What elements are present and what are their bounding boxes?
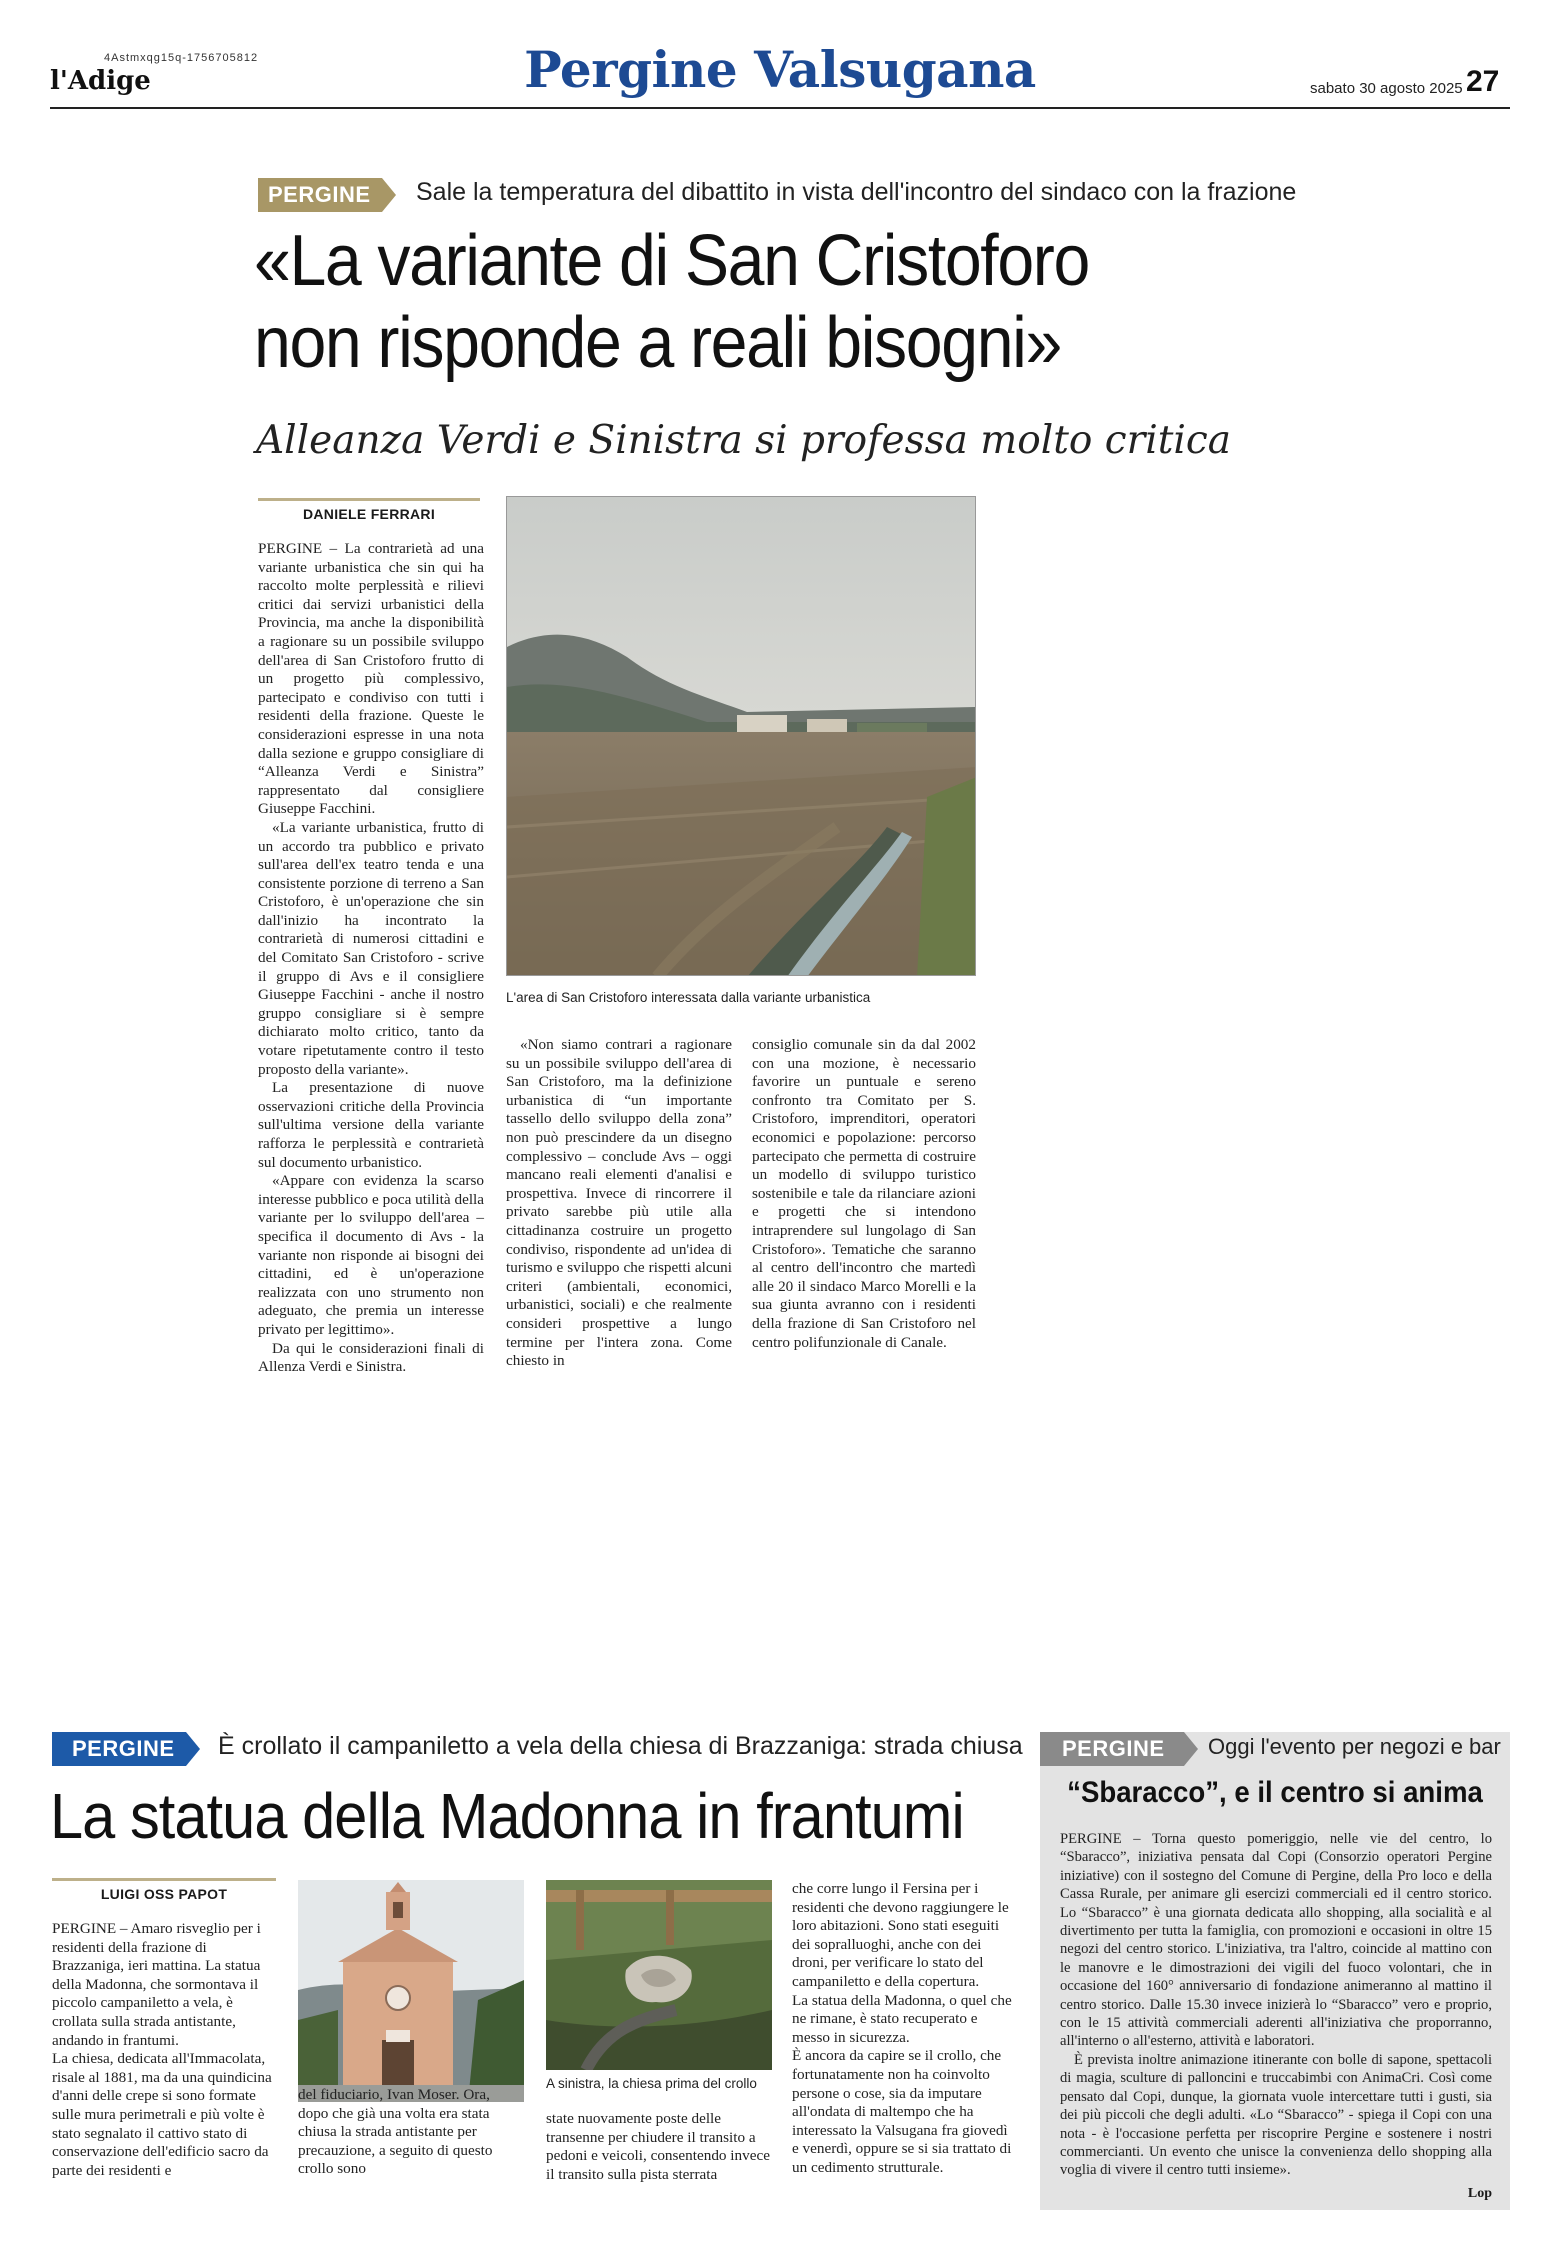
- issue-date: sabato 30 agosto 2025: [1310, 80, 1463, 97]
- paragraph: La chiesa, dedicata all'Immacolata, risale al 1881, ma da una quindicina d'anni delle crepe si sono formate sulle mura perimetrali e più volte è stato segnalato il cattivo stato di conservazione dell'edificio sacro da parte dei residenti e: [52, 2050, 272, 2179]
- article1-photo-caption: L'area di San Cristoforo interessata dalla variante urbanistica: [506, 990, 871, 1005]
- paragraph: Da qui le considerazioni finali di Allenza Verdi e Sinistra.: [258, 1339, 484, 1376]
- paragraph: È prevista inoltre animazione itinerante con bolle di sapone, spettacoli di magia, sculture di palloncini e truccabimbi con AnimaCri. Così come pensato dal Copi, dunque, la giornata vuole intercettare tutti i gusti, sia dei più piccoli che degli adulti. «Lo “Sbaracco” - spiega il Copi con una nota - è l'occasione perfetta per riscoprire Pergine e sostenere i nostri commercianti. Un evento che unisce la convenienza dello shopping alla voglia di vivere il centro tutti insieme».: [1060, 2051, 1492, 2179]
- paragraph: La presentazione di nuove osservazioni critiche della Provincia sull'ultima versione della variante rafforza le perplessità e contrarietà sul documento urbanistico.: [258, 1079, 484, 1171]
- article2-photo-caption: A sinistra, la chiesa prima del crollo: [546, 2076, 757, 2091]
- statue-photo-illustration: [546, 1880, 772, 2070]
- paragraph: PERGINE – Torna questo pomeriggio, nelle vie del centro, lo “Sbaracco”, iniziativa pensata dal Copi (Consorzio operatori Pergine iniziative) con il sostegno del Comune di Pergine, della Pro loco e della Cassa Rurale, per animare gli esercizi commerciali ed il centro storico. Lo “Sbaracco” è una giornata dedicata allo shopping, alla socialità e al divertimento per tutta la famiglia, con promozioni e occasioni in oltre 15 negozi del centro storico. L'iniziativa, tra l'altro, coincide al mattino con le manovre e le dimostrazioni dei vigili del fuoco volontari, che in occasione del 160° anniversario di fondazione animeranno al mattino il centro storico. Dalle 15.30 invece inizierà lo “Sbaracco” vero e proprio, con le 15 attività commerciali aderenti all'iniziativa che proporranno, all'interno o all'esterno, attività e laboratori.: [1060, 1831, 1492, 2050]
- article2-headline: La statua della Madonna in frantumi: [50, 1780, 964, 1852]
- print-code: 4Astmxqg15q-1756705812: [104, 52, 259, 64]
- article3-signature: Lop: [1467, 2186, 1492, 2201]
- article3-body: [1060, 1830, 1492, 2180]
- paragraph: PERGINE – Amaro risveglio per i residenti della frazione di Brazzaniga, ieri mattina. La statua della Madonna, che sormontava il piccolo campaniletto a vela, è crollata sulla strada antistante, andando in frantumi.: [52, 1920, 261, 2049]
- paragraph: «Non siamo contrari a ragionare su un possibile sviluppo dell'area di San Cristoforo, ma la definizione urbanistica di “un importante tassello dello sviluppo della zona” non può prescindere da un disegno complessivo – conclude Avs – oggi mancano reali elementi d'analisi e prospettiva. Invece di rincorrere il privato sarebbe più utile alla cittadinanza costruire un progetto condiviso, rispondente ad un'idea di turismo e sviluppo che rispetti alcuni criteri (ambientali, economici, urbanistici, sociali) e che realmente consideri prospettive a lungo termine per l'intera zona. Come chiesto in: [506, 1036, 732, 1370]
- church-photo-illustration: [298, 1880, 524, 2102]
- article2-col2: [298, 2086, 524, 2179]
- article1-headline-line1: «La variante di San Cristoforo: [254, 221, 1089, 301]
- paragraph: La statua della Madonna, o quel che ne rimane, è stato recuperato e messo in sicurezza.: [792, 1991, 1012, 2046]
- paragraph: che corre lungo il Fersina per i residenti che devono raggiungere le loro abitazioni. Sono stati eseguiti dei sopralluoghi, anche con dei droni, per verificare lo stato del campaniletto e della copertura.: [792, 1880, 1009, 1990]
- masthead-rule: [50, 107, 1510, 109]
- article3-tag: PERGINE: [1040, 1732, 1200, 1766]
- article2-byline: LUIGI OSS PAPOT: [52, 1878, 276, 1902]
- article1-col2: [506, 1036, 732, 1371]
- paragraph: «La variante urbanistica, frutto di un accordo tra pubblico e privato sull'area dell'ex teatro tenda e una consistente porzione di terreno a San Cristoforo, è un'operazione che sin dall'inizio ha incontrato la contrarietà di numerosi cittadini e del Comitato San Cristoforo - scrive il gruppo di Avs e il consigliere Giuseppe Facchini - anche il nostro gruppo consigliare si è sempre dichiarato molto critico, tanto da votare ripetutamente contro il testo proposto della variante».: [258, 818, 484, 1078]
- paragraph: È ancora da capire se il crollo, che fortunatamente non ha coinvolto persone o cose, sia da imputare all'ondata di maltempo che ha interessato la Valsugana fra giovedì e venerdì, oppure se si sia trattato di un cedimento strutturale.: [792, 2047, 1012, 2176]
- article1-tag: PERGINE: [258, 178, 398, 212]
- article1-headline-line2: non risponde a reali bisogni»: [254, 303, 1061, 383]
- article1-col1: [258, 540, 484, 1377]
- article2-col4: [792, 1880, 1018, 2178]
- article2-kicker: È crollato il campaniletto a vela della chiesa di Brazzaniga: strada chiusa: [218, 1732, 1023, 1760]
- article1-byline: DANIELE FERRARI: [258, 498, 480, 522]
- article1-kicker: Sale la temperatura del dibattito in vista dell'incontro del sindaco con la frazione: [416, 178, 1297, 206]
- paragraph: del fiduciario, Ivan Moser. Ora, dopo che già una volta era stata chiusa la strada antistante per precauzione, a seguito di questo crollo sono: [298, 2086, 493, 2178]
- section-title: Pergine Valsugana: [524, 40, 1036, 99]
- field-photo-illustration: [507, 497, 976, 976]
- article2-photo-church: [298, 1880, 524, 2102]
- article1-photo: [506, 496, 976, 976]
- article3-headline: “Sbaracco”, e il centro si anima: [1067, 1776, 1483, 1809]
- article2-col1: [52, 1920, 276, 2180]
- paragraph: consiglio comunale sin da dal 2002 con una mozione, è necessario favorire un puntuale e sereno confronto tra Comitato per S. Cristoforo, imprenditori, operatori economici e popolazione: percorso partecipato che permetta di costruire un modello di sviluppo turistico sostenibile e tale da rilanciare azioni e progetti che si intendono intraprendere sul lungolago di San Cristoforo». Tematiche che saranno al centro dell'incontro che martedì alle 20 il sindaco Marco Morelli e la sua giunta avranno con i residenti della frazione di San Cristoforo nel centro polifunzionale di Canale.: [752, 1036, 976, 1351]
- paragraph: «Appare con evidenza la scarso interesse pubblico e poca utilità della variante per lo sviluppo dell'area – specifica il documento di Avs - la variante non risponde ai bisogni dei cittadini, ed è un'operazione realizzata con uno strumento non adeguato, che premia un interesse privato per legittimo».: [258, 1172, 484, 1338]
- article3-kicker: Oggi l'evento per negozi e bar: [1208, 1734, 1501, 1759]
- article1-col3: [752, 1036, 976, 1352]
- paragraph: state nuovamente poste delle transenne per chiudere il transito a pedoni e veicoli, consentendo invece il transito sulla pista sterrata: [546, 2110, 770, 2183]
- article1-subheadline: Alleanza Verdi e Sinistra si professa molto critica: [256, 418, 1231, 463]
- page-number: 27: [1466, 65, 1500, 98]
- article2-photo-statue: [546, 1880, 772, 2070]
- paragraph: PERGINE – La contrarietà ad una variante urbanistica che sin qui ha raccolto molte perplessità e rilievi critici dai servizi urbanistici della Provincia, ma anche la disponibilità a ragionare su un possibile sviluppo dell'area di San Cristoforo frutto di un progetto più complessivo, partecipato e condiviso con tutti i residenti della frazione. Queste le considerazioni espresse in una nota dalla sezione e gruppo consigliare di “Alleanza Verdi e Sinistra” rappresentato dal consigliere Giuseppe Facchini.: [258, 540, 484, 818]
- newspaper-logo: l'Adige: [50, 66, 151, 96]
- article2-tag: PERGINE: [52, 1732, 202, 1766]
- article2-col3: [546, 2110, 772, 2184]
